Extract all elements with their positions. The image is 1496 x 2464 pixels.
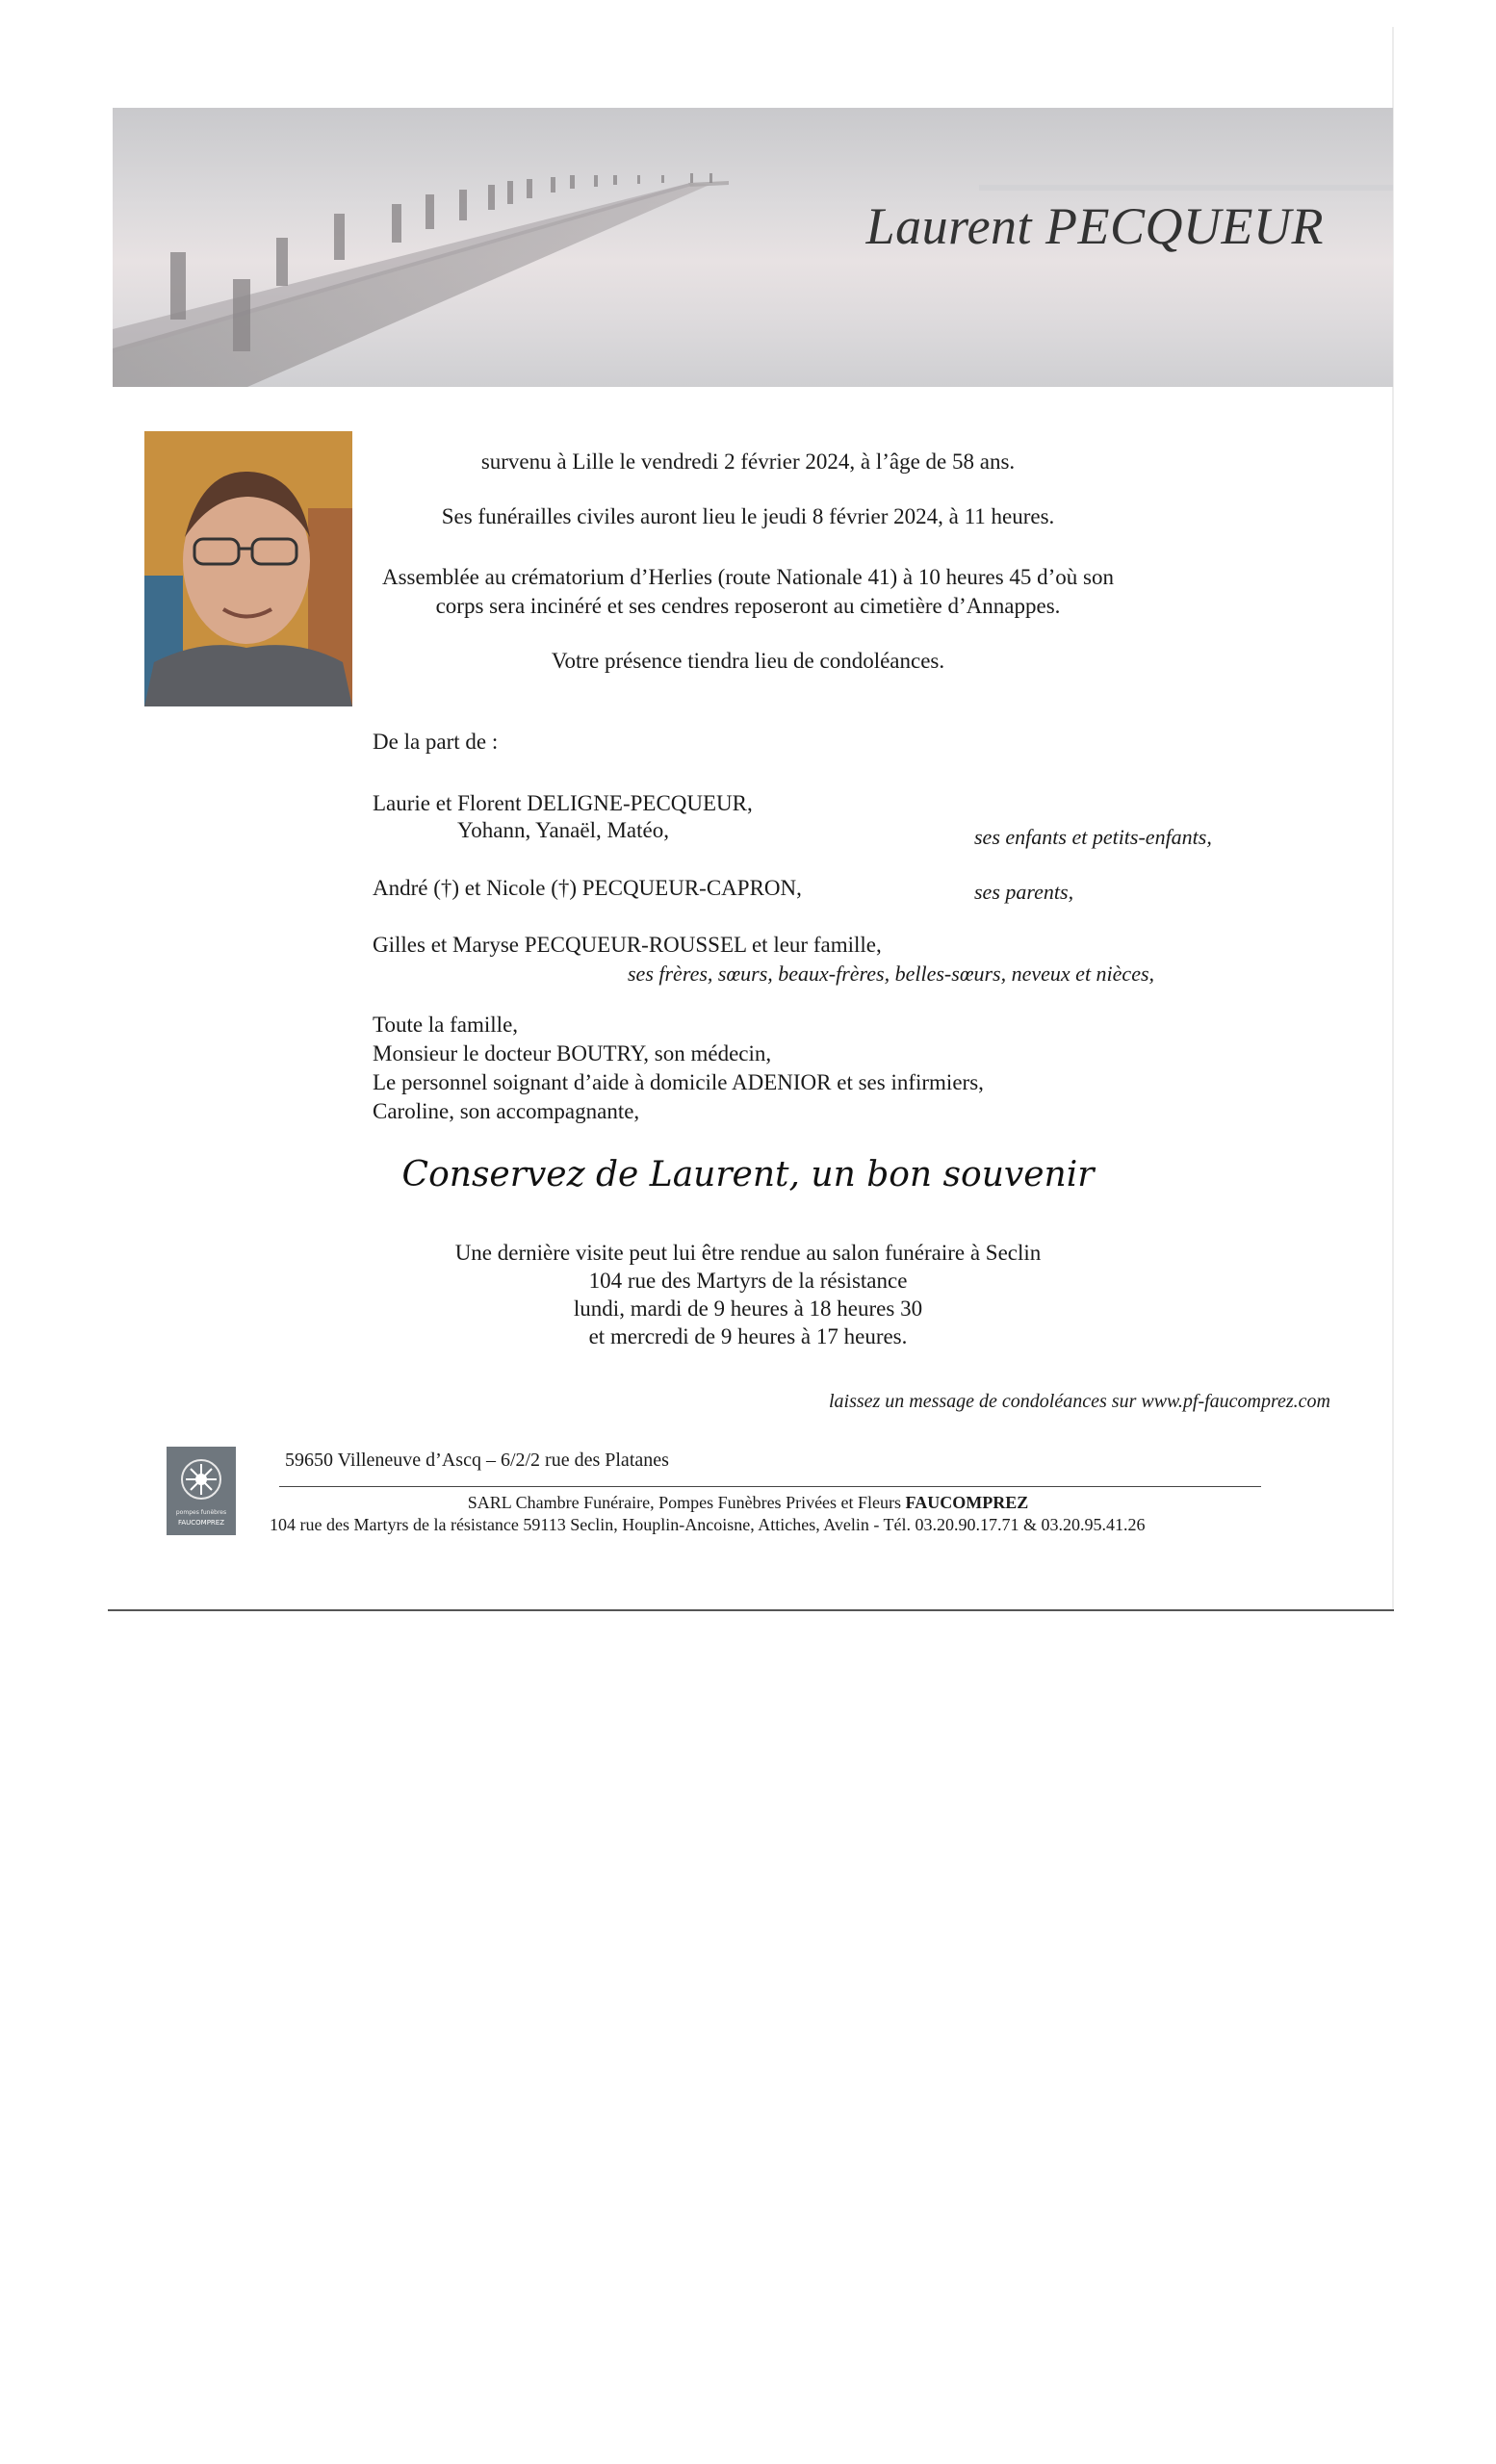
remembrance-line: Conservez de Laurent, un bon souvenir <box>401 1155 1095 1194</box>
intro-line-4: corps sera incinéré et ses cendres reposeront au cimetière d’Annappes. <box>435 594 1061 618</box>
intro-line-2: Ses funérailles civiles auront lieu le jeudi 8 février 2024, à 11 heures. <box>441 504 1055 528</box>
company-prefix: SARL Chambre Funéraire, Pompes Funèbres Privées et Fleurs <box>467 1493 906 1512</box>
sheet-bottom-edge <box>108 1609 1394 1611</box>
deceased-name: Laurent PECQUEUR <box>865 197 1324 255</box>
logo-text-1: pompes funèbres <box>175 1509 227 1516</box>
footer-contact: 104 rue des Martyrs de la résistance 59113 Seclin, Houplin-Ancoisne, Attiches, Avelin - Tél. 03.20.90.17.71 & 03.20.95.41.26 <box>270 1515 1146 1534</box>
footer-divider <box>279 1486 1261 1487</box>
others-line-3: Le personnel soignant d’aide à domicile ADENIOR et ses infirmiers, <box>373 1070 984 1094</box>
visit-line-3: lundi, mardi de 9 heures à 18 heures 30 <box>573 1296 923 1321</box>
siblings-names: Gilles et Maryse PECQUEUR-ROUSSEL et leur famille, <box>373 933 882 957</box>
others-line-4: Caroline, son accompagnante, <box>373 1099 640 1123</box>
from-label: De la part de : <box>373 730 499 754</box>
siblings-role: ses frères, sœurs, beaux-frères, belles-sœurs, neveux et nièces, <box>628 962 1155 986</box>
visit-line-4: et mercredi de 9 heures à 17 heures. <box>588 1324 908 1348</box>
parents-role: ses parents, <box>974 880 1074 904</box>
visit-line-2: 104 rue des Martyrs de la résistance <box>588 1269 908 1293</box>
children-names-2: Yohann, Yanaël, Matéo, <box>457 818 669 842</box>
others-line-1: Toute la famille, <box>373 1013 519 1037</box>
footer-address: 59650 Villeneuve d’Ascq – 6/2/2 rue des Platanes <box>285 1450 669 1471</box>
children-role: ses enfants et petits-enfants, <box>974 825 1212 849</box>
funeral-home-logo <box>167 1447 236 1535</box>
parents-names: André (†) et Nicole (†) PECQUEUR-CAPRON, <box>373 876 802 900</box>
others-line-2: Monsieur le docteur BOUTRY, son médecin, <box>373 1041 772 1065</box>
condolence-website: laissez un message de condoléances sur www.pf-faucomprez.com <box>828 1391 1330 1412</box>
children-names-1: Laurie et Florent DELIGNE-PECQUEUR, <box>373 791 753 815</box>
header-banner <box>113 108 1393 387</box>
visit-line-1: Une dernière visite peut lui être rendue au salon funéraire à Seclin <box>454 1241 1042 1265</box>
logo-text-2: FAUCOMPREZ <box>177 1519 225 1527</box>
intro-line-3: Assemblée au crématorium d’Herlies (route Nationale 41) à 10 heures 45 d’où son <box>381 565 1115 589</box>
footer-company <box>0 1493 1496 1513</box>
intro-line-1: survenu à Lille le vendredi 2 février 2024, à l’âge de 58 ans. <box>480 449 1016 474</box>
company-name: FAUCOMPREZ <box>905 1493 1029 1512</box>
intro-line-5: Votre présence tiendra lieu de condoléances. <box>551 649 945 673</box>
